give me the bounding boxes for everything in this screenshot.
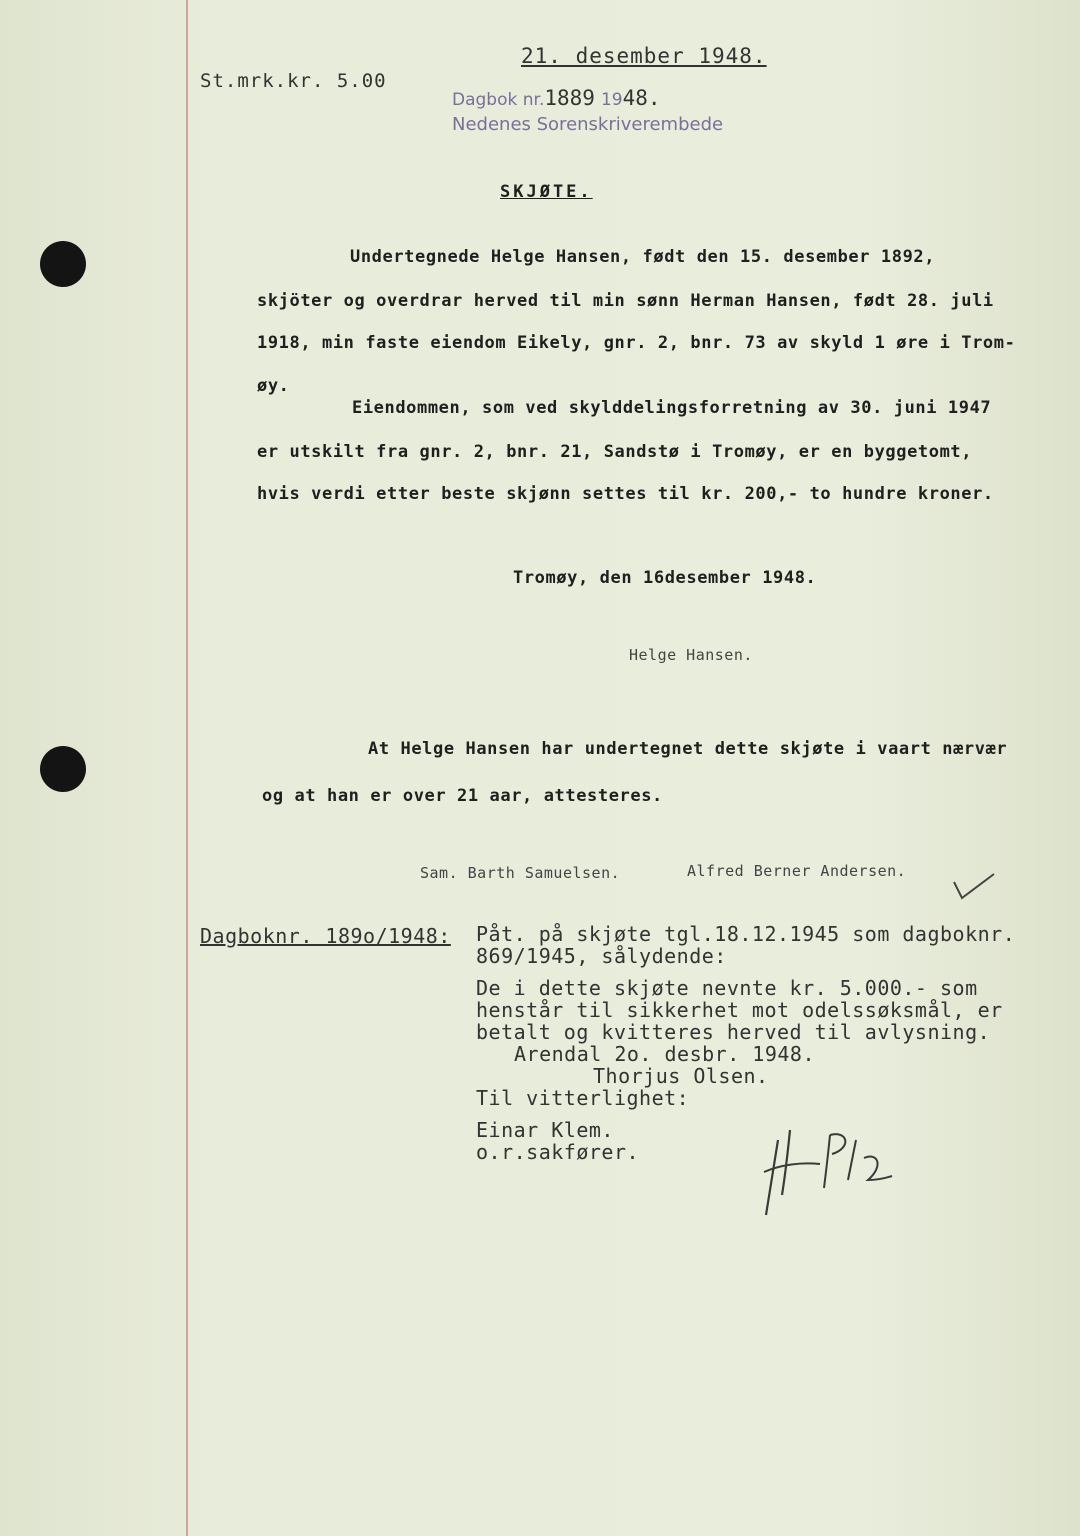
attest-line: At Helge Hansen har undertegnet dette skjøte i vaart nærvær bbox=[368, 739, 1008, 759]
deed-line: 1918, min faste eiendom Eikely, gnr. 2, bnr. 73 av skyld 1 øre i Trom- bbox=[257, 333, 1016, 353]
annotation-line: Arendal 2o. desbr. 1948. bbox=[514, 1042, 815, 1066]
dagbok-stamp-label: Dagbok nr. bbox=[452, 90, 545, 110]
attest-line: og at han er over 21 aar, attesteres. bbox=[262, 786, 663, 806]
annotation-line: Til vitterlighet: bbox=[476, 1086, 690, 1110]
annotation-line: 869/1945, sålydende: bbox=[476, 944, 727, 968]
annotation-line: o.r.sakfører. bbox=[476, 1140, 640, 1164]
margin-rule bbox=[186, 0, 188, 1536]
annotation-line: Thorjus Olsen. bbox=[593, 1064, 769, 1088]
annotation-line: De i dette skjøte nevnte kr. 5.000.- som bbox=[476, 976, 978, 1000]
stamp-fee: St.mrk.kr. 5.00 bbox=[200, 70, 387, 92]
punch-hole-top bbox=[40, 241, 86, 287]
witness-1: Sam. Barth Samuelsen. bbox=[420, 864, 621, 882]
dagbok-stamp-year-prefix: 19 bbox=[600, 90, 623, 110]
deed-line: hvis verdi etter beste skjønn settes til kr. 200,- to hundre kroner. bbox=[257, 484, 994, 504]
annotation-line: Einar Klem. bbox=[476, 1118, 614, 1142]
witness-2: Alfred Berner Andersen. bbox=[687, 862, 907, 880]
deed-line: Eiendommen, som ved skylddelingsforretning av 30. juni 1947 bbox=[352, 398, 992, 418]
deed-line: er utskilt fra gnr. 2, bnr. 21, Sandstø i Tromøy, er en byggetomt, bbox=[257, 442, 973, 462]
deed-line: Undertegnede Helge Hansen, født den 15. desember 1892, bbox=[350, 247, 936, 267]
dagbok-stamp-number: 1889 bbox=[544, 86, 595, 110]
checkmark-icon bbox=[950, 868, 1000, 908]
entry-date: 21. desember 1948. bbox=[521, 44, 767, 68]
dagbok-stamp-line2: Nedenes Sorenskriverembede bbox=[452, 114, 724, 135]
signature-helge-hansen: Helge Hansen. bbox=[629, 646, 753, 664]
deed-title: SKJØTE. bbox=[500, 182, 593, 202]
place-date: Tromøy, den 16desember 1948. bbox=[513, 568, 817, 588]
dagboknr-label: Dagboknr. 189o/1948: bbox=[200, 924, 451, 948]
annotation-line: Påt. på skjøte tgl.18.12.1945 som dagboknr. bbox=[476, 922, 1016, 946]
initials-signature bbox=[760, 1110, 900, 1220]
dagbok-stamp-year: 48. bbox=[622, 86, 661, 110]
punch-hole-bottom bbox=[40, 746, 86, 792]
annotation-line: henstår til sikkerhet mot odelssøksmål, er bbox=[476, 998, 1003, 1022]
deed-line: skjöter og overdrar herved til min sønn Herman Hansen, født 28. juli bbox=[257, 291, 994, 311]
annotation-line: betalt og kvitteres herved til avlysning. bbox=[476, 1020, 991, 1044]
dagbok-stamp-line1 bbox=[452, 86, 661, 110]
deed-line: øy. bbox=[257, 376, 290, 396]
